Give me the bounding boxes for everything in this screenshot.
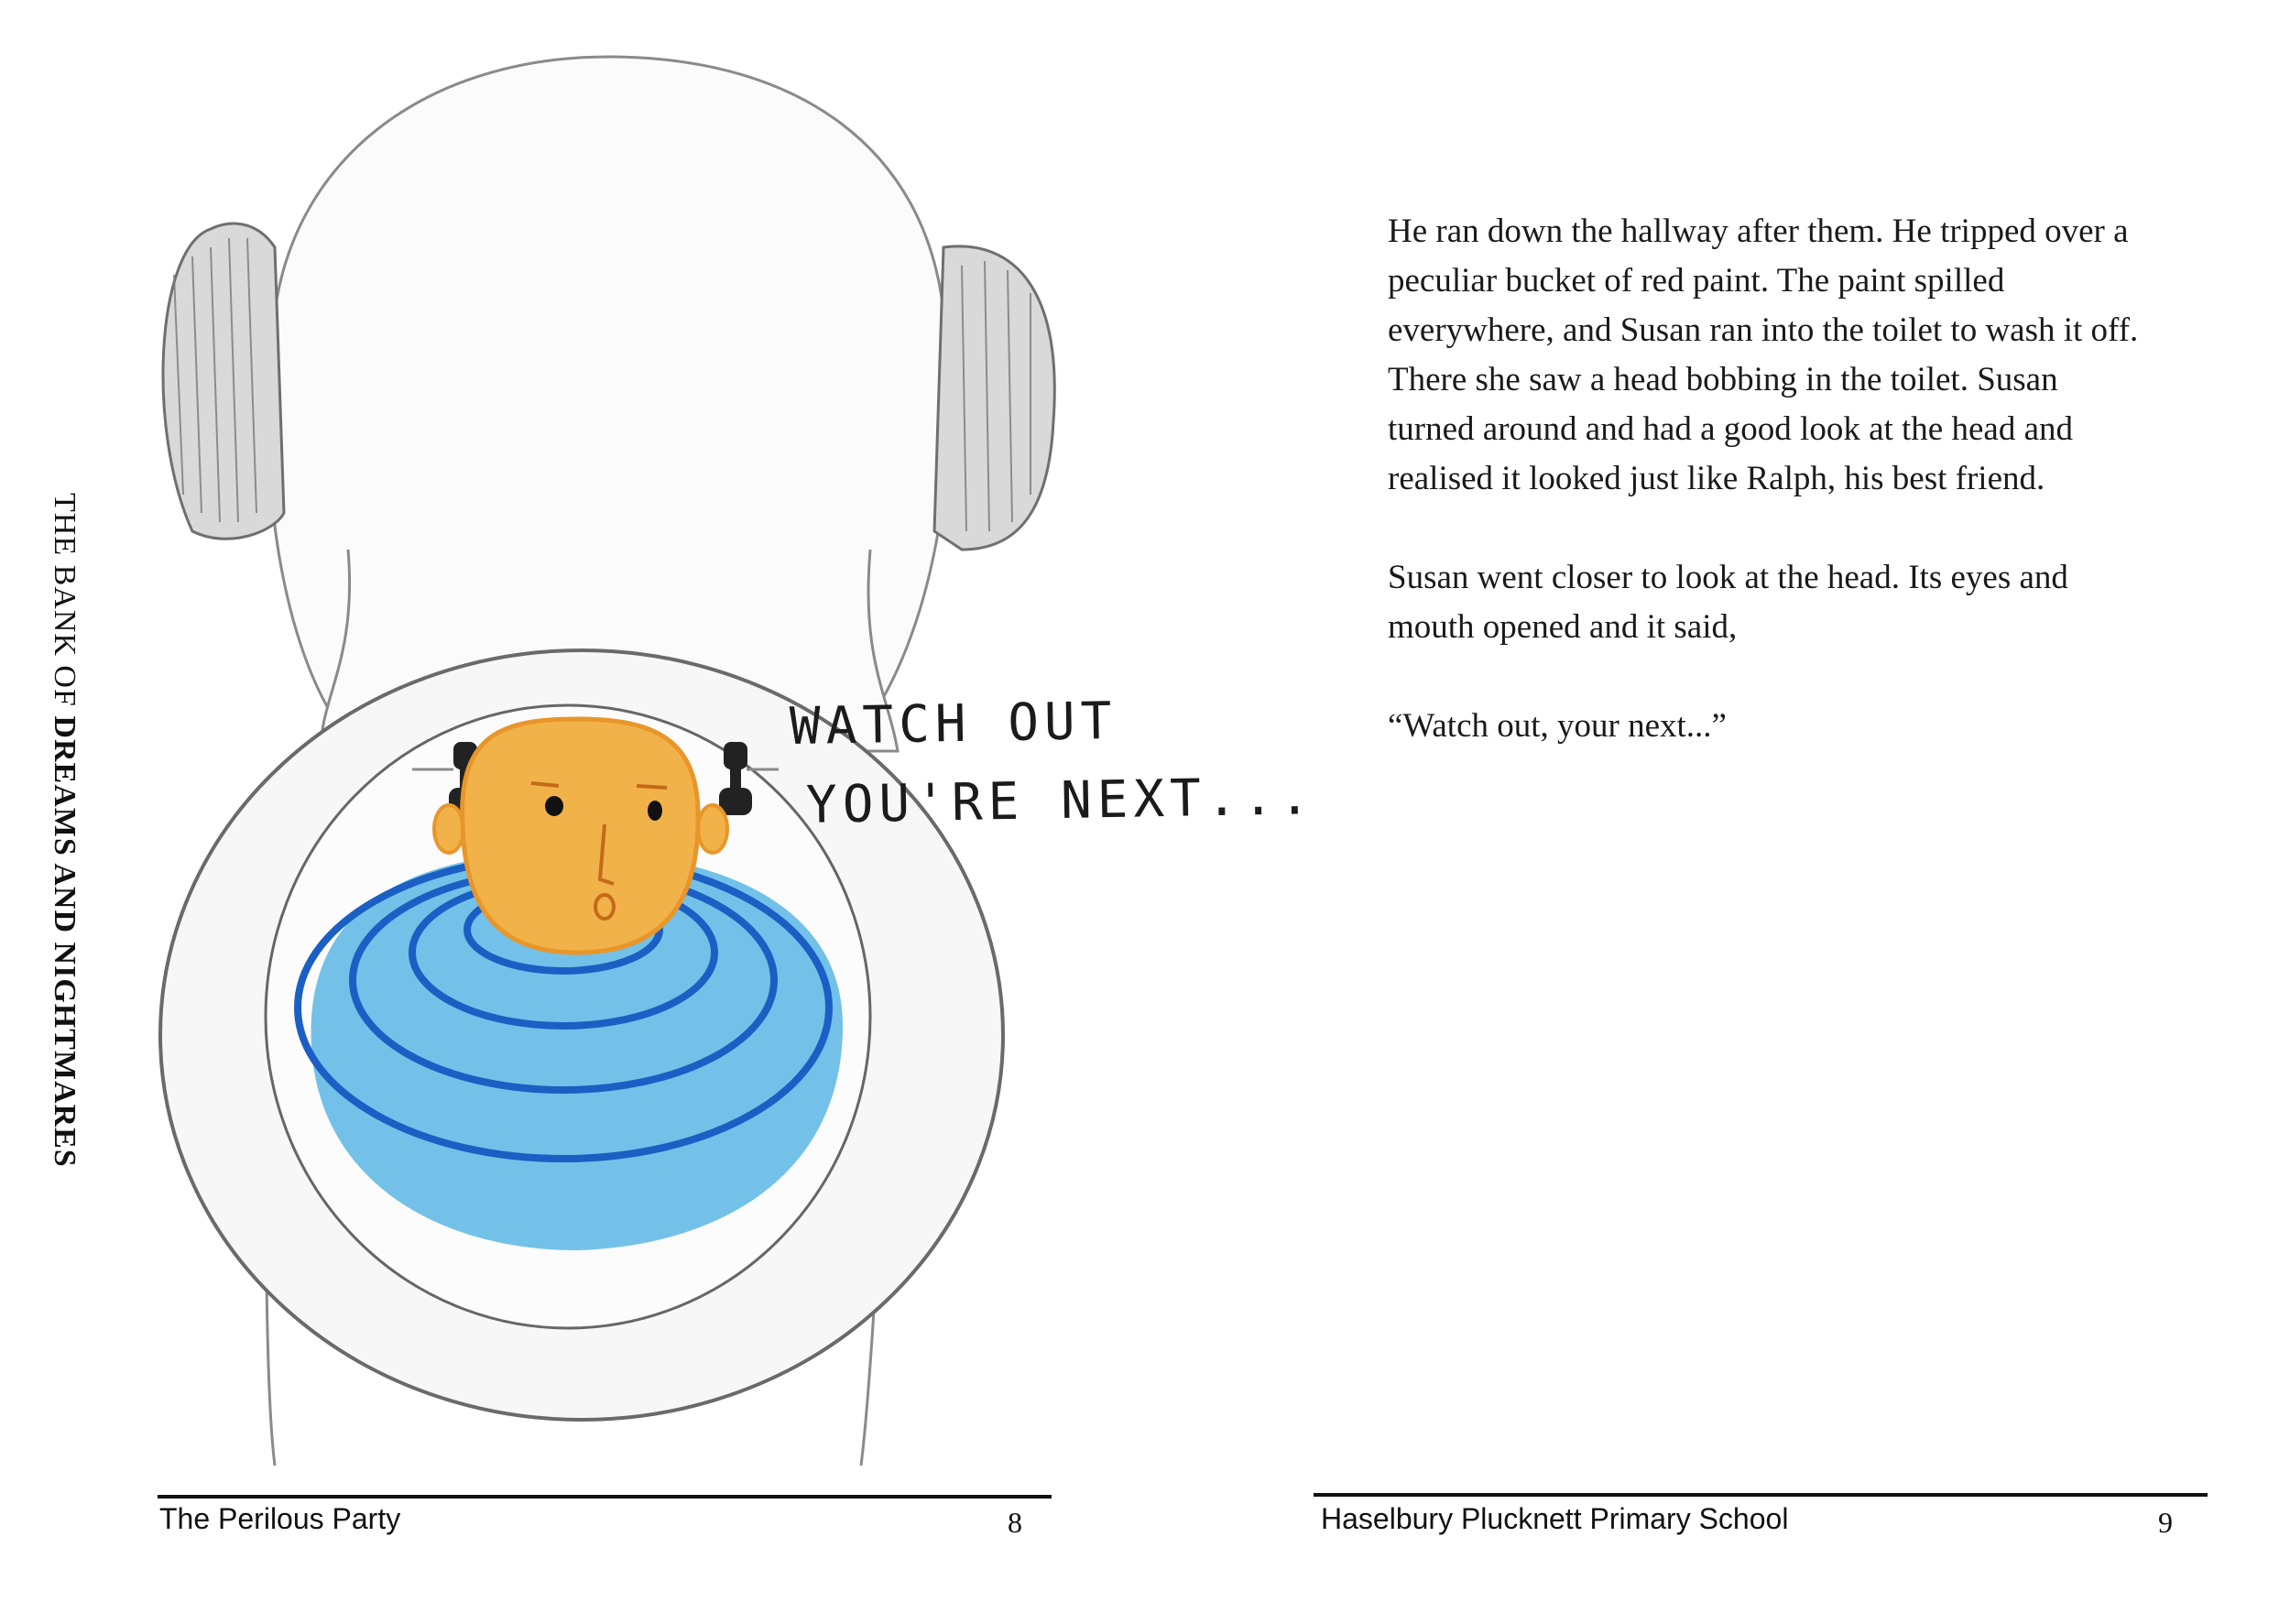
footer-book-title: The Perilous Party bbox=[159, 1502, 401, 1535]
head-mouth bbox=[595, 895, 614, 919]
spine-title bbox=[37, 493, 92, 1168]
story-paragraph-2: Susan went closer to look at the head. Its eyes and mouth opened and it said, bbox=[1388, 559, 2068, 646]
page-number-left: 8 bbox=[1008, 1506, 1022, 1539]
spine-title-bold: DREAMS AND NIGHTMARES bbox=[48, 715, 82, 1168]
speech-line-2: YOU'RE NEXT... bbox=[805, 767, 1316, 835]
footer-rule-left bbox=[158, 1495, 1052, 1499]
toilet-side-left bbox=[163, 223, 284, 539]
speech-line-1: WATCH OUT bbox=[789, 691, 1118, 758]
footer-rule-right bbox=[1314, 1493, 2208, 1497]
story-paragraph-3: “Watch out, your next...” bbox=[1388, 707, 1727, 745]
footer-school-name: Haselbury Plucknett Primary School bbox=[1321, 1502, 1789, 1535]
story-paragraph-1: He ran down the hallway after them. He tripped over a peculiar bucket of red paint. The paint spilled everywhere, and Susan ran into the toilet to wash it off. There she saw a head bobbing in the toilet. Susan turned around and had a good look at the head and realised it looked just like Ralph, his best friend. bbox=[1388, 213, 2139, 497]
toilet-side-right bbox=[934, 246, 1054, 550]
page-number-right: 9 bbox=[2158, 1506, 2173, 1539]
head-eye-left bbox=[545, 796, 563, 816]
story-text bbox=[1388, 207, 2139, 801]
head-eye-right bbox=[648, 801, 662, 821]
spine-title-light: THE BANK OF bbox=[48, 493, 82, 707]
